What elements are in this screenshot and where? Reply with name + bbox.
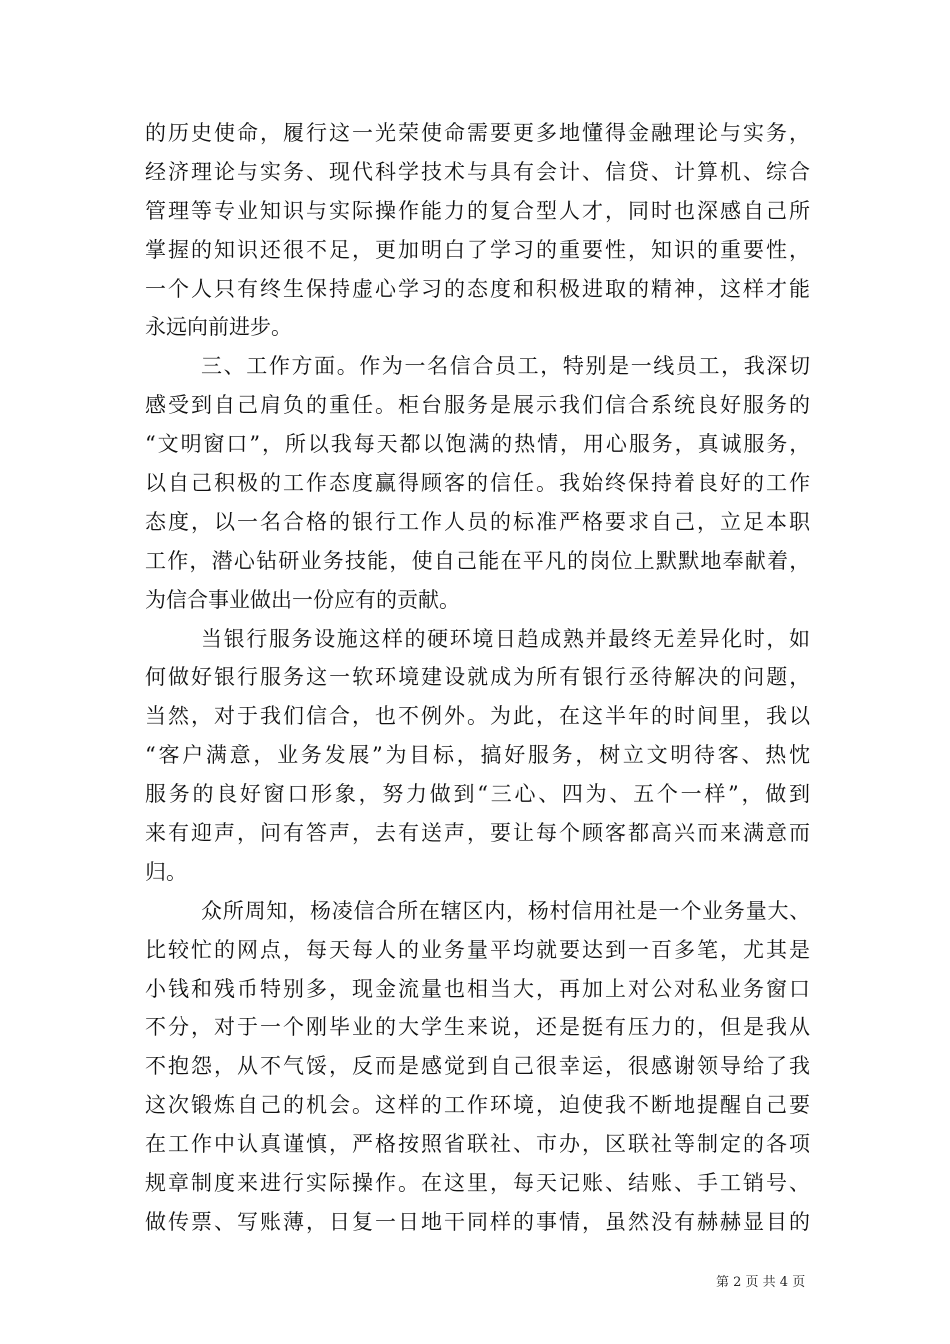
text-line: “客户满意，业务发展”为目标，搞好服务，树立文明待客、热忱 <box>145 743 810 768</box>
text-line: 以自己积极的工作态度赢得顾客的信任。我始终保持着良好的工作 <box>145 471 810 496</box>
text-line: 感受到自己肩负的重任。柜台服务是展示我们信合系统良好服务的 <box>145 393 810 418</box>
text-line: 何做好银行服务这一软环境建设就成为所有银行丞待解决的问题， <box>145 665 810 690</box>
text-line: 掌握的知识还很不足，更加明白了学习的重要性，知识的重要性， <box>145 237 810 262</box>
text-line: 工作，潜心钻研业务技能，使自己能在平凡的岗位上默默地奉献着， <box>145 548 810 573</box>
text-line: 这次锻炼自己的机会。这样的工作环境，迫使我不断地提醒自己要 <box>145 1093 810 1118</box>
text-line: 来有迎声，问有答声，去有送声，要让每个顾客都高兴而来满意而 <box>145 821 810 846</box>
text-line: 经济理论与实务、现代科学技术与具有会计、信贷、计算机、综合 <box>145 159 810 184</box>
text-line: 当然，对于我们信合，也不例外。为此，在这半年的时间里，我以 <box>145 704 810 729</box>
text-line: 比较忙的网点，每天每人的业务量平均就要达到一百多笔，尤其是 <box>145 937 810 962</box>
text-line: “文明窗口”，所以我每天都以饱满的热情，用心服务，真诚服务， <box>145 432 810 457</box>
text-line: 做传票、写账薄，日复一日地干同样的事情，虽然没有赫赫显目的 <box>145 1209 810 1234</box>
text-line: 众所周知，杨凌信合所在辖区内，杨村信用社是一个业务量大、 <box>201 898 810 923</box>
text-line: 为信合事业做出一份应有的贡献。 <box>145 587 460 612</box>
text-line: 服务的良好窗口形象，努力做到“三心、四为、五个一样”，做到 <box>145 782 810 807</box>
page-number: 第 2 页 共 4 页 <box>716 1275 806 1290</box>
text-line: 管理等专业知识与实际操作能力的复合型人才，同时也深感自己所 <box>145 198 810 223</box>
text-line: 在工作中认真谨慎，严格按照省联社、市办，区联社等制定的各项 <box>145 1132 810 1157</box>
text-line: 三、工作方面。作为一名信合员工，特别是一线员工，我深切 <box>201 354 810 379</box>
text-line: 态度，以一名合格的银行工作人员的标准严格要求自己，立足本职 <box>145 509 810 534</box>
text-line: 当银行服务设施这样的硬环境日趋成熟并最终无差异化时，如 <box>201 626 810 651</box>
text-line: 规章制度来进行实际操作。在这里，每天记账、结账、手工销号、 <box>145 1171 810 1196</box>
text-line: 归。 <box>145 859 187 884</box>
text-line: 不分，对于一个刚毕业的大学生来说，还是挺有压力的，但是我从 <box>145 1015 810 1040</box>
document-body <box>145 114 810 1242</box>
text-line: 的历史使命，履行这一光荣使命需要更多地懂得金融理论与实务， <box>145 121 810 145</box>
text-line: 小钱和残币特别多，现金流量也相当大，再加上对公对私业务窗口 <box>145 976 810 1001</box>
text-line: 永远向前进步。 <box>145 315 292 340</box>
text-line: 一个人只有终生保持虚心学习的态度和积极进取的精神，这样才能 <box>145 276 810 301</box>
text-line: 不抱怨，从不气馁，反而是感觉到自己很幸运，很感谢领导给了我 <box>145 1054 810 1079</box>
